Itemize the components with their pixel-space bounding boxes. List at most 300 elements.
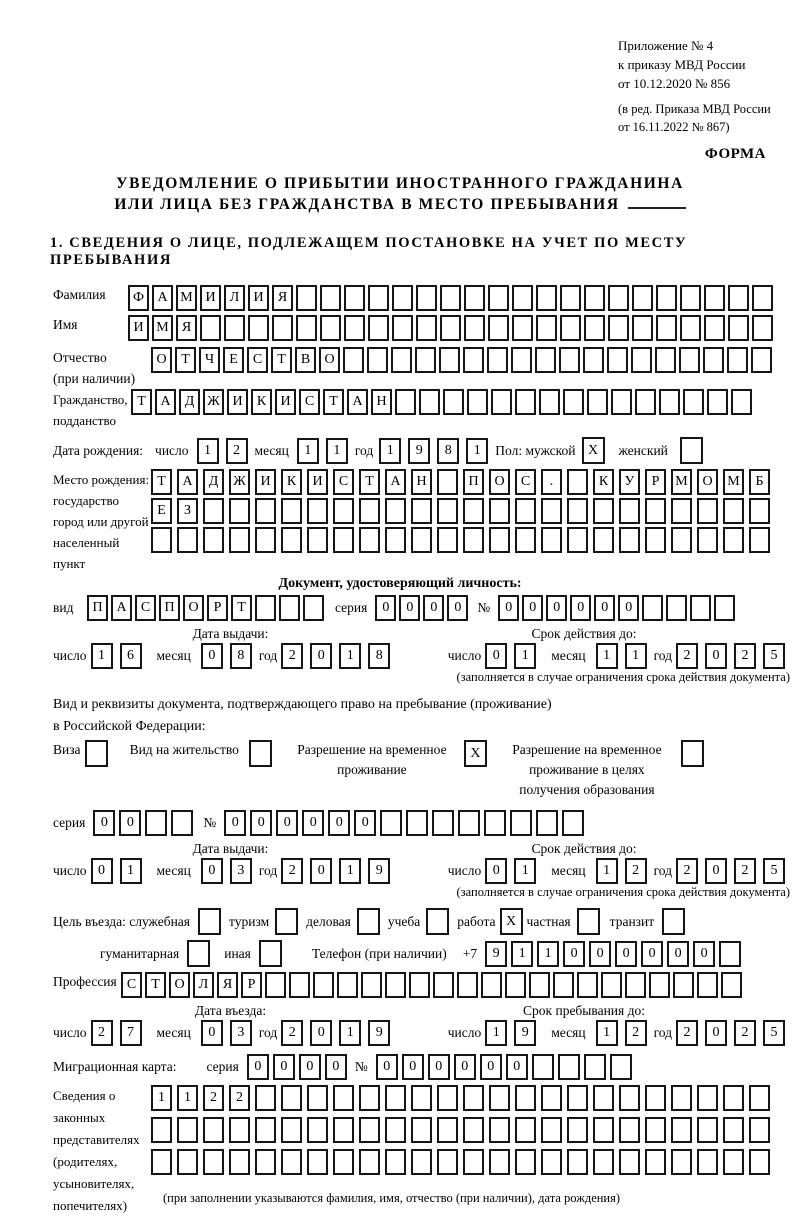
birthplace-boxes-row3[interactable] bbox=[151, 527, 775, 553]
rvp-valid-year-box[interactable]: 5 bbox=[763, 858, 785, 884]
stay-month-box[interactable]: 1 bbox=[596, 1020, 618, 1046]
representatives-char-box[interactable] bbox=[645, 1085, 666, 1111]
doc-number-box[interactable] bbox=[666, 595, 687, 621]
profession-char-box[interactable] bbox=[289, 972, 310, 998]
birthplace-char-box[interactable] bbox=[437, 498, 458, 524]
surname-char-box[interactable] bbox=[320, 285, 341, 311]
rvp-number-box[interactable]: 0 bbox=[224, 810, 246, 836]
representatives-char-box[interactable] bbox=[307, 1149, 328, 1175]
representatives-char-box[interactable] bbox=[593, 1085, 614, 1111]
patronymic-char-box[interactable]: О bbox=[151, 347, 172, 373]
citizenship-char-box[interactable]: С bbox=[299, 389, 320, 415]
purpose-transit-box[interactable] bbox=[662, 908, 685, 935]
representatives-char-box[interactable] bbox=[671, 1149, 692, 1175]
patronymic-char-box[interactable] bbox=[559, 347, 580, 373]
purpose-work-box[interactable]: X bbox=[500, 908, 523, 935]
purpose-tourism-box[interactable] bbox=[275, 908, 298, 935]
birthplace-char-box[interactable] bbox=[333, 498, 354, 524]
surname-char-box[interactable] bbox=[680, 285, 701, 311]
citizenship-char-box[interactable]: Т bbox=[131, 389, 152, 415]
birthplace-char-box[interactable] bbox=[541, 527, 562, 553]
citizenship-char-box[interactable] bbox=[683, 389, 704, 415]
doc-issue-year-box[interactable]: 8 bbox=[368, 643, 390, 669]
mig-series-box[interactable]: 0 bbox=[325, 1054, 347, 1080]
doc-type-char-box[interactable]: Т bbox=[231, 595, 252, 621]
citizenship-char-box[interactable] bbox=[563, 389, 584, 415]
representatives-char-box[interactable] bbox=[385, 1085, 406, 1111]
mig-number-box[interactable]: 0 bbox=[454, 1054, 476, 1080]
birth-day-box[interactable]: 2 bbox=[226, 438, 248, 464]
birthplace-char-box[interactable] bbox=[697, 527, 718, 553]
sex-female-box[interactable] bbox=[680, 437, 703, 464]
citizenship-char-box[interactable] bbox=[443, 389, 464, 415]
birth-year-box[interactable]: 1 bbox=[379, 438, 401, 464]
name-char-box[interactable] bbox=[392, 315, 413, 341]
purpose-study-box[interactable] bbox=[426, 908, 449, 935]
citizenship-char-box[interactable] bbox=[611, 389, 632, 415]
representatives-char-box[interactable] bbox=[359, 1117, 380, 1143]
birthplace-char-box[interactable]: Р bbox=[645, 469, 666, 495]
rvp-number-box[interactable] bbox=[562, 810, 584, 836]
profession-char-box[interactable] bbox=[409, 972, 430, 998]
mig-number-box[interactable]: 0 bbox=[402, 1054, 424, 1080]
birth-month-box[interactable]: 1 bbox=[297, 438, 319, 464]
entry-year-box[interactable]: 2 bbox=[281, 1020, 303, 1046]
name-char-box[interactable] bbox=[656, 315, 677, 341]
birthplace-char-box[interactable] bbox=[645, 498, 666, 524]
rvp-issue-month-box[interactable]: 3 bbox=[230, 858, 252, 884]
rvp-number-box[interactable]: 0 bbox=[250, 810, 272, 836]
representatives-char-box[interactable] bbox=[697, 1085, 718, 1111]
profession-char-box[interactable] bbox=[553, 972, 574, 998]
birth-year-box[interactable]: 1 bbox=[466, 438, 488, 464]
surname-char-box[interactable] bbox=[344, 285, 365, 311]
name-char-box[interactable] bbox=[704, 315, 725, 341]
birthplace-char-box[interactable] bbox=[489, 498, 510, 524]
representatives-char-box[interactable] bbox=[151, 1149, 172, 1175]
birthplace-char-box[interactable] bbox=[359, 527, 380, 553]
birthplace-boxes-row2[interactable] bbox=[151, 498, 775, 524]
representatives-char-box[interactable] bbox=[437, 1117, 458, 1143]
birthplace-char-box[interactable] bbox=[593, 498, 614, 524]
patronymic-char-box[interactable] bbox=[703, 347, 724, 373]
rvp-series-box[interactable] bbox=[171, 810, 193, 836]
representatives-char-box[interactable]: 2 bbox=[203, 1085, 224, 1111]
rvp-issue-year-box[interactable]: 1 bbox=[339, 858, 361, 884]
birthplace-char-box[interactable] bbox=[255, 498, 276, 524]
sex-female-checkbox[interactable] bbox=[680, 437, 703, 464]
name-char-box[interactable] bbox=[416, 315, 437, 341]
birthplace-char-box[interactable]: М bbox=[671, 469, 692, 495]
rvp-valid-month-boxes[interactable] bbox=[596, 858, 654, 884]
stay-year-box[interactable]: 5 bbox=[763, 1020, 785, 1046]
birthplace-char-box[interactable] bbox=[515, 527, 536, 553]
doc-number-box[interactable]: 0 bbox=[618, 595, 639, 621]
mig-number-box[interactable]: 0 bbox=[376, 1054, 398, 1080]
rvp-issue-year-box[interactable]: 2 bbox=[281, 858, 303, 884]
representatives-char-box[interactable]: 1 bbox=[177, 1085, 198, 1111]
profession-char-box[interactable]: Т bbox=[145, 972, 166, 998]
rvp-number-box[interactable] bbox=[458, 810, 480, 836]
phone-digit-box[interactable]: 0 bbox=[641, 941, 663, 967]
profession-char-box[interactable] bbox=[505, 972, 526, 998]
phone-digit-box[interactable]: 1 bbox=[537, 941, 559, 967]
birthplace-char-box[interactable] bbox=[281, 527, 302, 553]
representatives-boxes-row1[interactable] bbox=[151, 1085, 775, 1111]
birthplace-char-box[interactable] bbox=[385, 498, 406, 524]
doc-valid-year-box[interactable]: 5 bbox=[763, 643, 785, 669]
birthplace-char-box[interactable]: И bbox=[255, 469, 276, 495]
entry-year-box[interactable]: 1 bbox=[339, 1020, 361, 1046]
stay-year-box[interactable]: 2 bbox=[676, 1020, 698, 1046]
citizenship-char-box[interactable]: А bbox=[347, 389, 368, 415]
name-char-box[interactable] bbox=[536, 315, 557, 341]
name-char-box[interactable]: Я bbox=[176, 315, 197, 341]
patronymic-char-box[interactable] bbox=[463, 347, 484, 373]
citizenship-char-box[interactable]: А bbox=[155, 389, 176, 415]
name-char-box[interactable] bbox=[632, 315, 653, 341]
surname-char-box[interactable] bbox=[488, 285, 509, 311]
rvp-valid-day-boxes[interactable] bbox=[485, 858, 543, 884]
rvp-valid-year-box[interactable]: 2 bbox=[734, 858, 756, 884]
surname-char-box[interactable] bbox=[728, 285, 749, 311]
birthplace-char-box[interactable]: А bbox=[385, 469, 406, 495]
birthplace-char-box[interactable]: У bbox=[619, 469, 640, 495]
doc-valid-day-boxes[interactable] bbox=[485, 643, 543, 669]
birthplace-char-box[interactable] bbox=[203, 527, 224, 553]
surname-char-box[interactable]: И bbox=[200, 285, 221, 311]
purpose-transit-checkbox[interactable] bbox=[662, 908, 685, 935]
doc-type-char-box[interactable] bbox=[303, 595, 324, 621]
representatives-char-box[interactable] bbox=[177, 1149, 198, 1175]
rvp-number-box[interactable]: 0 bbox=[276, 810, 298, 836]
stay-year-boxes[interactable] bbox=[676, 1020, 792, 1046]
doc-issue-month-boxes[interactable] bbox=[201, 643, 259, 669]
sex-male-checkbox[interactable] bbox=[582, 437, 605, 464]
rvp-issue-month-boxes[interactable] bbox=[201, 858, 259, 884]
patronymic-char-box[interactable] bbox=[511, 347, 532, 373]
surname-char-box[interactable] bbox=[584, 285, 605, 311]
surname-char-box[interactable] bbox=[704, 285, 725, 311]
rvp-issue-year-box[interactable]: 9 bbox=[368, 858, 390, 884]
patronymic-char-box[interactable]: Т bbox=[271, 347, 292, 373]
rvp-valid-year-boxes[interactable] bbox=[676, 858, 792, 884]
surname-char-box[interactable] bbox=[536, 285, 557, 311]
citizenship-char-box[interactable] bbox=[395, 389, 416, 415]
name-char-box[interactable] bbox=[248, 315, 269, 341]
surname-char-box[interactable]: А bbox=[152, 285, 173, 311]
birthplace-char-box[interactable] bbox=[567, 498, 588, 524]
representatives-char-box[interactable] bbox=[489, 1117, 510, 1143]
citizenship-char-box[interactable] bbox=[707, 389, 728, 415]
stay-year-box[interactable]: 2 bbox=[734, 1020, 756, 1046]
entry-day-box[interactable]: 2 bbox=[91, 1020, 113, 1046]
birthplace-char-box[interactable] bbox=[229, 498, 250, 524]
representatives-char-box[interactable]: 2 bbox=[229, 1085, 250, 1111]
name-char-box[interactable] bbox=[488, 315, 509, 341]
birthplace-char-box[interactable]: А bbox=[177, 469, 198, 495]
rvp-number-boxes[interactable] bbox=[224, 810, 588, 836]
purpose-business-checkbox[interactable] bbox=[357, 908, 380, 935]
purpose-other-checkbox[interactable] bbox=[259, 940, 282, 967]
citizenship-boxes[interactable] bbox=[131, 389, 755, 415]
surname-char-box[interactable] bbox=[512, 285, 533, 311]
rvp-valid-year-box[interactable]: 2 bbox=[676, 858, 698, 884]
profession-char-box[interactable] bbox=[697, 972, 718, 998]
representatives-char-box[interactable] bbox=[541, 1085, 562, 1111]
name-char-box[interactable] bbox=[608, 315, 629, 341]
rvp-series-boxes[interactable] bbox=[93, 810, 197, 836]
birth-day-box[interactable]: 1 bbox=[197, 438, 219, 464]
representatives-char-box[interactable] bbox=[697, 1149, 718, 1175]
citizenship-char-box[interactable] bbox=[419, 389, 440, 415]
rvp-number-box[interactable] bbox=[510, 810, 532, 836]
name-boxes[interactable] bbox=[128, 315, 776, 341]
name-char-box[interactable] bbox=[296, 315, 317, 341]
birth-year-box[interactable]: 9 bbox=[408, 438, 430, 464]
purpose-business-box[interactable] bbox=[357, 908, 380, 935]
surname-boxes[interactable] bbox=[128, 285, 776, 311]
doc-type-char-box[interactable]: А bbox=[111, 595, 132, 621]
residence-permit-checkbox[interactable] bbox=[249, 740, 272, 767]
birthplace-char-box[interactable] bbox=[333, 527, 354, 553]
entry-year-box[interactable]: 0 bbox=[310, 1020, 332, 1046]
residence-permit-box[interactable] bbox=[249, 740, 272, 767]
profession-char-box[interactable] bbox=[337, 972, 358, 998]
name-char-box[interactable] bbox=[272, 315, 293, 341]
doc-issue-month-box[interactable]: 0 bbox=[201, 643, 223, 669]
name-char-box[interactable] bbox=[680, 315, 701, 341]
birthplace-char-box[interactable] bbox=[671, 498, 692, 524]
birthplace-char-box[interactable] bbox=[437, 469, 458, 495]
profession-char-box[interactable] bbox=[673, 972, 694, 998]
doc-valid-day-box[interactable]: 0 bbox=[485, 643, 507, 669]
name-char-box[interactable] bbox=[440, 315, 461, 341]
mig-number-box[interactable] bbox=[532, 1054, 554, 1080]
phone-digit-box[interactable]: 0 bbox=[693, 941, 715, 967]
rvp-number-box[interactable] bbox=[380, 810, 402, 836]
patronymic-char-box[interactable] bbox=[631, 347, 652, 373]
patronymic-char-box[interactable] bbox=[439, 347, 460, 373]
rvp-number-box[interactable]: 0 bbox=[302, 810, 324, 836]
profession-char-box[interactable] bbox=[529, 972, 550, 998]
doc-number-box[interactable] bbox=[714, 595, 735, 621]
profession-char-box[interactable]: Р bbox=[241, 972, 262, 998]
mig-series-box[interactable]: 0 bbox=[247, 1054, 269, 1080]
birthplace-char-box[interactable]: Б bbox=[749, 469, 770, 495]
representatives-char-box[interactable] bbox=[463, 1117, 484, 1143]
representatives-char-box[interactable] bbox=[463, 1085, 484, 1111]
birthplace-char-box[interactable]: З bbox=[177, 498, 198, 524]
rvp-valid-day-box[interactable]: 1 bbox=[514, 858, 536, 884]
birth-year-boxes[interactable] bbox=[379, 438, 495, 464]
birthplace-char-box[interactable] bbox=[463, 527, 484, 553]
entry-year-box[interactable]: 9 bbox=[368, 1020, 390, 1046]
mig-number-boxes[interactable] bbox=[376, 1054, 636, 1080]
rvp-number-box[interactable]: 0 bbox=[354, 810, 376, 836]
rvp-issue-day-box[interactable]: 0 bbox=[91, 858, 113, 884]
representatives-char-box[interactable] bbox=[723, 1117, 744, 1143]
patronymic-char-box[interactable]: Е bbox=[223, 347, 244, 373]
purpose-official-checkbox[interactable] bbox=[198, 908, 221, 935]
patronymic-char-box[interactable] bbox=[727, 347, 748, 373]
birth-day-boxes[interactable] bbox=[197, 438, 255, 464]
doc-number-box[interactable] bbox=[690, 595, 711, 621]
doc-type-char-box[interactable]: Р bbox=[207, 595, 228, 621]
birthplace-char-box[interactable] bbox=[229, 527, 250, 553]
patronymic-char-box[interactable] bbox=[751, 347, 772, 373]
doc-valid-year-box[interactable]: 2 bbox=[676, 643, 698, 669]
profession-char-box[interactable]: С bbox=[121, 972, 142, 998]
purpose-humanitarian-box[interactable] bbox=[187, 940, 210, 967]
name-char-box[interactable] bbox=[320, 315, 341, 341]
doc-series-box[interactable]: 0 bbox=[423, 595, 444, 621]
representatives-char-box[interactable] bbox=[333, 1085, 354, 1111]
patronymic-char-box[interactable] bbox=[679, 347, 700, 373]
mig-number-box[interactable] bbox=[584, 1054, 606, 1080]
citizenship-char-box[interactable] bbox=[467, 389, 488, 415]
representatives-char-box[interactable] bbox=[281, 1085, 302, 1111]
citizenship-char-box[interactable]: К bbox=[251, 389, 272, 415]
surname-char-box[interactable] bbox=[752, 285, 773, 311]
birthplace-char-box[interactable] bbox=[723, 498, 744, 524]
birthplace-char-box[interactable] bbox=[385, 527, 406, 553]
name-char-box[interactable] bbox=[728, 315, 749, 341]
birthplace-char-box[interactable] bbox=[463, 498, 484, 524]
birthplace-char-box[interactable] bbox=[619, 498, 640, 524]
entry-day-boxes[interactable] bbox=[91, 1020, 149, 1046]
rvp-number-box[interactable] bbox=[536, 810, 558, 836]
birthplace-char-box[interactable] bbox=[645, 527, 666, 553]
mig-number-box[interactable]: 0 bbox=[506, 1054, 528, 1080]
rvp-series-box[interactable] bbox=[145, 810, 167, 836]
birthplace-char-box[interactable] bbox=[437, 527, 458, 553]
rvp-valid-month-box[interactable]: 1 bbox=[596, 858, 618, 884]
rvp-valid-day-box[interactable]: 0 bbox=[485, 858, 507, 884]
surname-char-box[interactable]: И bbox=[248, 285, 269, 311]
profession-char-box[interactable] bbox=[601, 972, 622, 998]
stay-month-box[interactable]: 2 bbox=[625, 1020, 647, 1046]
citizenship-char-box[interactable] bbox=[659, 389, 680, 415]
rvp-number-box[interactable] bbox=[484, 810, 506, 836]
representatives-char-box[interactable] bbox=[203, 1117, 224, 1143]
surname-char-box[interactable] bbox=[392, 285, 413, 311]
phone-digit-box[interactable]: 9 bbox=[485, 941, 507, 967]
birthplace-char-box[interactable] bbox=[307, 498, 328, 524]
patronymic-char-box[interactable] bbox=[367, 347, 388, 373]
representatives-char-box[interactable] bbox=[749, 1117, 770, 1143]
doc-series-box[interactable]: 0 bbox=[375, 595, 396, 621]
doc-issue-year-box[interactable]: 0 bbox=[310, 643, 332, 669]
patronymic-char-box[interactable]: Ч bbox=[199, 347, 220, 373]
temp-residence-edu-box[interactable] bbox=[681, 740, 704, 767]
citizenship-char-box[interactable] bbox=[731, 389, 752, 415]
sex-male-box[interactable]: X bbox=[582, 437, 605, 464]
representatives-char-box[interactable] bbox=[411, 1117, 432, 1143]
citizenship-char-box[interactable]: И bbox=[275, 389, 296, 415]
name-char-box[interactable]: М bbox=[152, 315, 173, 341]
representatives-char-box[interactable] bbox=[203, 1149, 224, 1175]
temp-residence-edu-checkbox[interactable] bbox=[681, 740, 704, 767]
birthplace-char-box[interactable]: Т bbox=[151, 469, 172, 495]
doc-valid-year-box[interactable]: 2 bbox=[734, 643, 756, 669]
profession-boxes[interactable] bbox=[121, 972, 745, 998]
rvp-series-box[interactable]: 0 bbox=[93, 810, 115, 836]
doc-type-char-box[interactable] bbox=[255, 595, 276, 621]
representatives-char-box[interactable] bbox=[541, 1117, 562, 1143]
visa-box[interactable] bbox=[85, 740, 108, 767]
stay-day-boxes[interactable] bbox=[485, 1020, 543, 1046]
patronymic-char-box[interactable] bbox=[583, 347, 604, 373]
birthplace-char-box[interactable] bbox=[359, 498, 380, 524]
rvp-series-box[interactable]: 0 bbox=[119, 810, 141, 836]
citizenship-char-box[interactable]: Н bbox=[371, 389, 392, 415]
representatives-char-box[interactable] bbox=[177, 1117, 198, 1143]
stay-day-box[interactable]: 9 bbox=[514, 1020, 536, 1046]
mig-series-boxes[interactable] bbox=[247, 1054, 351, 1080]
birthplace-char-box[interactable] bbox=[203, 498, 224, 524]
name-char-box[interactable] bbox=[368, 315, 389, 341]
surname-char-box[interactable] bbox=[416, 285, 437, 311]
representatives-char-box[interactable] bbox=[359, 1149, 380, 1175]
doc-series-box[interactable]: 0 bbox=[399, 595, 420, 621]
doc-type-char-box[interactable]: П bbox=[159, 595, 180, 621]
representatives-char-box[interactable] bbox=[489, 1085, 510, 1111]
birthplace-char-box[interactable] bbox=[151, 527, 172, 553]
representatives-char-box[interactable] bbox=[593, 1149, 614, 1175]
doc-number-box[interactable]: 0 bbox=[522, 595, 543, 621]
representatives-boxes-row3[interactable] bbox=[151, 1149, 775, 1175]
doc-issue-year-box[interactable]: 2 bbox=[281, 643, 303, 669]
patronymic-char-box[interactable] bbox=[391, 347, 412, 373]
rvp-valid-month-box[interactable]: 2 bbox=[625, 858, 647, 884]
birthplace-char-box[interactable] bbox=[411, 498, 432, 524]
representatives-char-box[interactable] bbox=[333, 1117, 354, 1143]
representatives-char-box[interactable] bbox=[645, 1117, 666, 1143]
patronymic-char-box[interactable] bbox=[607, 347, 628, 373]
doc-issue-year-boxes[interactable] bbox=[281, 643, 397, 669]
representatives-char-box[interactable] bbox=[515, 1085, 536, 1111]
birthplace-char-box[interactable]: К bbox=[593, 469, 614, 495]
name-char-box[interactable] bbox=[560, 315, 581, 341]
surname-char-box[interactable]: М bbox=[176, 285, 197, 311]
birthplace-char-box[interactable]: П bbox=[463, 469, 484, 495]
profession-char-box[interactable] bbox=[385, 972, 406, 998]
doc-type-boxes[interactable] bbox=[87, 595, 327, 621]
surname-char-box[interactable] bbox=[608, 285, 629, 311]
entry-day-box[interactable]: 7 bbox=[120, 1020, 142, 1046]
doc-number-box[interactable]: 0 bbox=[570, 595, 591, 621]
patronymic-char-box[interactable] bbox=[655, 347, 676, 373]
birthplace-char-box[interactable] bbox=[411, 527, 432, 553]
temp-residence-checkbox[interactable] bbox=[464, 740, 487, 767]
representatives-char-box[interactable] bbox=[281, 1149, 302, 1175]
rvp-number-box[interactable] bbox=[432, 810, 454, 836]
patronymic-boxes[interactable] bbox=[151, 347, 775, 373]
representatives-char-box[interactable] bbox=[567, 1149, 588, 1175]
citizenship-char-box[interactable]: Т bbox=[323, 389, 344, 415]
representatives-char-box[interactable]: 1 bbox=[151, 1085, 172, 1111]
mig-number-box[interactable] bbox=[558, 1054, 580, 1080]
doc-valid-year-box[interactable]: 0 bbox=[705, 643, 727, 669]
stay-month-boxes[interactable] bbox=[596, 1020, 654, 1046]
mig-number-box[interactable]: 0 bbox=[428, 1054, 450, 1080]
representatives-char-box[interactable] bbox=[723, 1085, 744, 1111]
representatives-char-box[interactable] bbox=[697, 1117, 718, 1143]
representatives-char-box[interactable] bbox=[489, 1149, 510, 1175]
birthplace-char-box[interactable]: О bbox=[489, 469, 510, 495]
doc-number-box[interactable] bbox=[642, 595, 663, 621]
